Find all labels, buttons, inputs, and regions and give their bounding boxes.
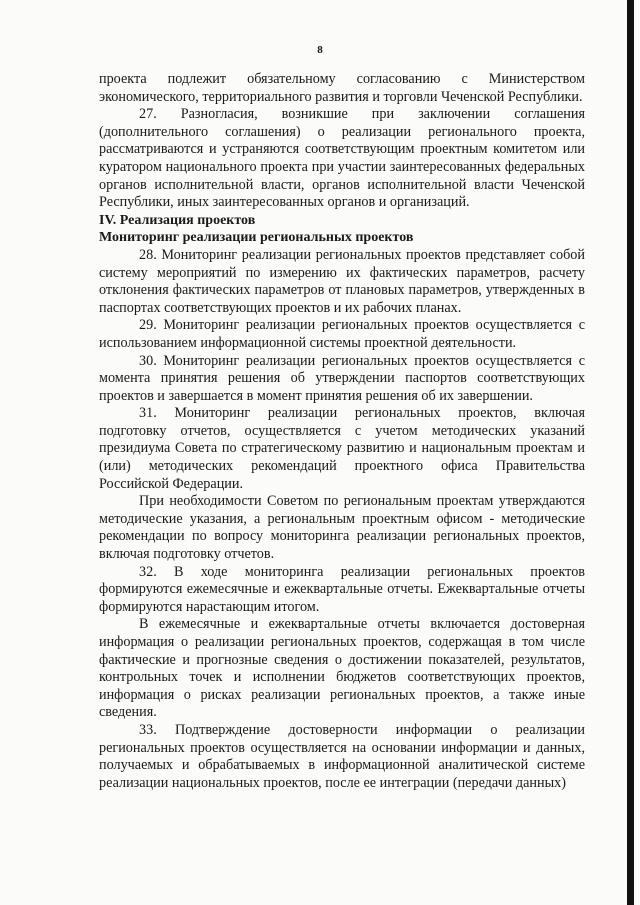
- section-subtitle: Мониторинг реализации региональных проектов: [99, 230, 414, 246]
- paragraph-33: 33. Подтверждение достоверности информации о реализации региональных проектов осуществляется на основании информации и данных, получаемых и обрабатываемых в информационной аналитической системе реализации национальных проектов, после ее интеграции (передачи данных): [99, 721, 585, 791]
- scan-binding-edge: [627, 0, 634, 905]
- paragraph-32: 32. В ходе мониторинга реализации региональных проектов формируются ежемесячные и ежеквартальные отчеты. Ежеквартальные отчеты формируются нарастающим итогом.: [99, 563, 585, 615]
- page-number: 8: [317, 44, 323, 56]
- paragraph-31-note: При необходимости Советом по региональным проектам утверждаются методические указания, а региональным проектным офисом - методические рекомендации по вопросу мониторинга реализации региональных проектов, включая подготовку отчетов.: [99, 493, 585, 563]
- paragraph-31: 31. Мониторинг реализации региональных проектов, включая подготовку отчетов, осуществляется с учетом методических указаний президиума Совета по стратегическому развитию и национальным проектам и (или) методических рекомендаций проектного офиса Правительства Российской Федерации.: [99, 405, 585, 492]
- paragraph-30: 30. Мониторинг реализации региональных проектов осуществляется с момента принятия решения об утверждении паспортов соответствующих проектов и завершается в момент принятия решения об их завершении.: [99, 352, 585, 404]
- paragraph-32-reports: В ежемесячные и ежеквартальные отчеты включается достоверная информация о реализации региональных проектов, содержащая в том числе фактические и прогнозные сведения о достижении показателей, результатов, контрольных точек и исполнении бюджетов соответствующих проектов, информация о рисках реализации региональных проектов, а также иные сведения.: [99, 616, 585, 721]
- section-title: IV. Реализация проектов: [99, 212, 256, 228]
- paragraph-29: 29. Мониторинг реализации региональных проектов осуществляется с использованием информационной системы проектной деятельности.: [99, 317, 585, 351]
- paragraph-27: 27. Разногласия, возникшие при заключении соглашения (дополнительного соглашения) о реализации регионального проекта, рассматриваются и устраняются соответствующим проектным комитетом или куратором национального проекта при участии заинтересованных федеральных органов исполнительной власти, органов исполнительной власти Чеченской Республики, иных заинтересованных органов и организаций.: [99, 106, 585, 211]
- document-body: [99, 71, 585, 792]
- paragraph-continuation: проекта подлежит обязательному согласованию с Министерством экономического, территориального развития и торговли Чеченской Республики.: [99, 71, 585, 105]
- paragraph-28: 28. Мониторинг реализации региональных проектов представляет собой систему мероприятий по измерению их фактических параметров, расчету отклонения фактических параметров от плановых параметров, утвержденных в паспортах соответствующих проектов и их рабочих планах.: [99, 246, 585, 316]
